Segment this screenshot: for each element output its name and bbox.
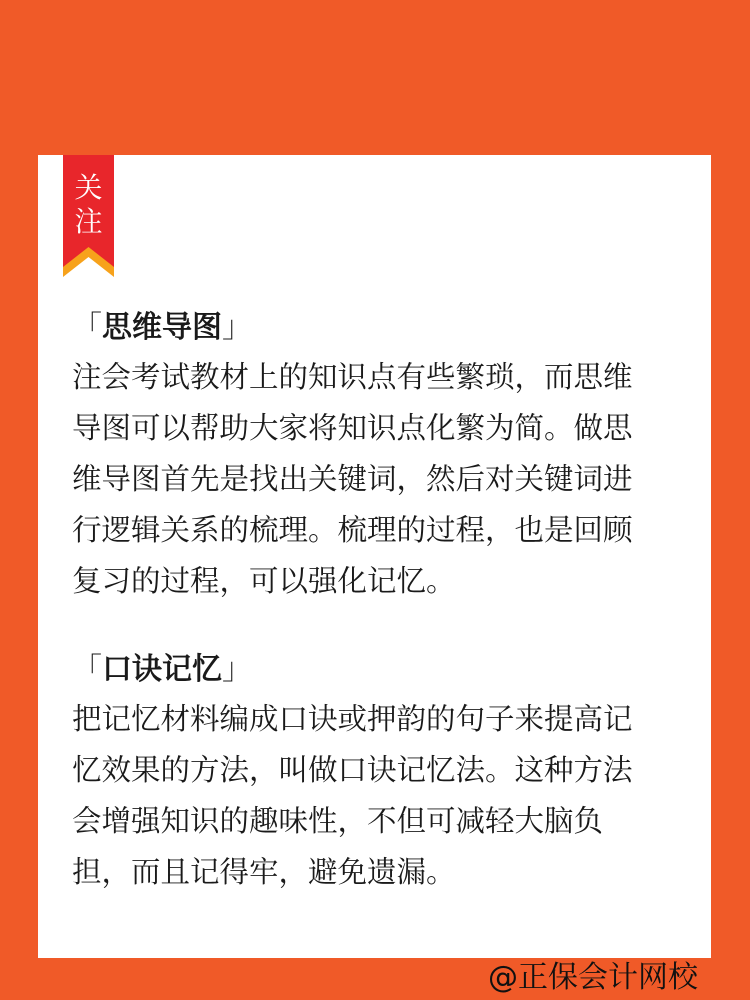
section-mind-map bbox=[72, 308, 692, 607]
section-title: 思维导图 bbox=[102, 310, 222, 345]
section-paragraph bbox=[72, 352, 692, 607]
follow-ribbon[interactable] bbox=[63, 155, 114, 287]
ribbon-label bbox=[63, 171, 114, 239]
paragraph-line: 忆效果的方法，叫做口诀记忆法。这种方法 bbox=[72, 753, 633, 787]
bracket-open: 「 bbox=[72, 652, 102, 687]
bracket-open: 「 bbox=[72, 310, 102, 345]
section-title: 口诀记忆 bbox=[102, 652, 222, 687]
bracket-close: 」 bbox=[222, 310, 252, 345]
section-heading bbox=[72, 308, 692, 348]
paragraph-line: 维导图首先是找出关键词，然后对关键词进 bbox=[72, 462, 633, 496]
watermark: @正保会计网校 bbox=[488, 960, 698, 995]
bracket-close: 」 bbox=[222, 652, 252, 687]
paragraph-line: 导图可以帮助大家将知识点化繁为简。做思 bbox=[72, 411, 633, 445]
section-mnemonic bbox=[72, 650, 692, 898]
paragraph-line: 把记忆材料编成口诀或押韵的句子来提高记 bbox=[72, 702, 633, 736]
paragraph-line: 行逻辑关系的梳理。梳理的过程，也是回顾 bbox=[72, 513, 633, 547]
section-heading bbox=[72, 650, 692, 690]
paragraph-line: 会增强知识的趣味性，不但可减轻大脑负 bbox=[72, 804, 604, 838]
section-paragraph bbox=[72, 694, 692, 898]
paragraph-line: 担，而且记得牢，避免遗漏。 bbox=[72, 855, 456, 889]
ribbon-char-2: 注 bbox=[74, 205, 103, 238]
ribbon-char-1: 关 bbox=[74, 171, 103, 204]
paragraph-line: 注会考试教材上的知识点有些繁琐，而思维 bbox=[72, 360, 633, 394]
paragraph-line: 复习的过程，可以强化记忆。 bbox=[72, 564, 456, 598]
